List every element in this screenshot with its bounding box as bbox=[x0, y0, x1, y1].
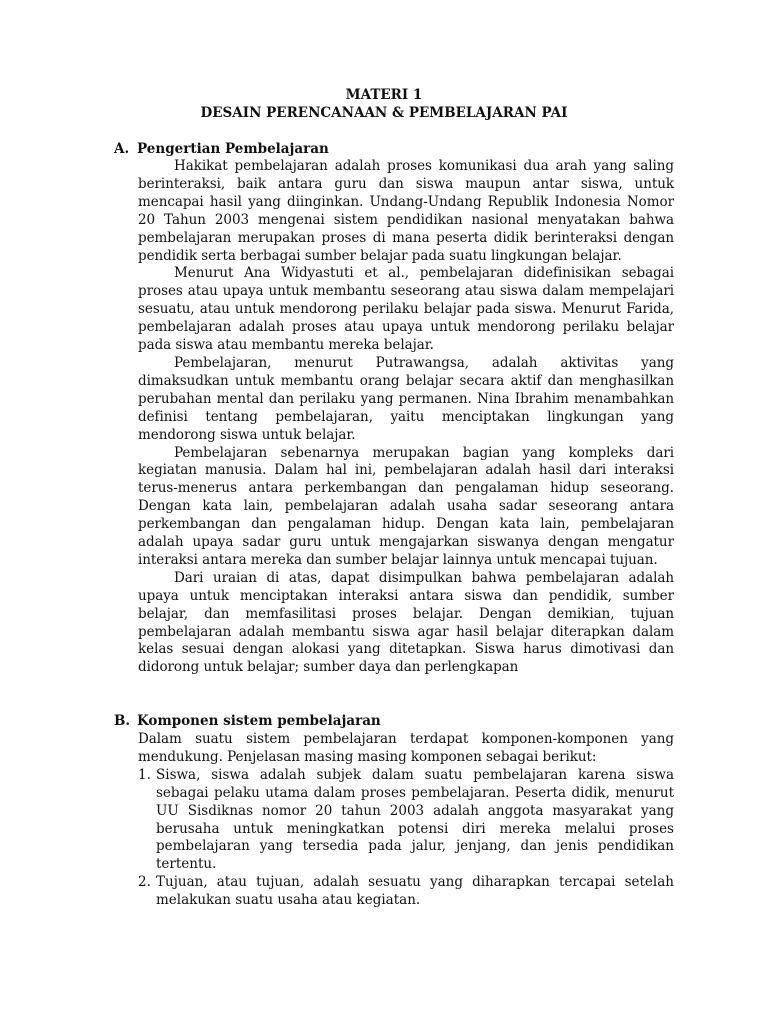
component-list bbox=[138, 767, 674, 910]
section-b-intro: Dalam suatu sistem pembelajaran terdapat komponen-komponen yang mendukung. Penjelasan masing masing komponen sebagai berikut: bbox=[138, 731, 674, 765]
section-b-body bbox=[138, 731, 674, 910]
list-item-number: 2. bbox=[138, 874, 151, 891]
paragraph: Pembelajaran sebenarnya merupakan bagian yang kompleks dari kegiatan manusia. Dalam hal ini, pembelajaran adalah hasil dari interaksi terus-menerus antara perkembangan dan pengalaman hidup seseorang. Dengan kata lain, pembelajaran adalah usaha sadar seseorang antara perkembangan dan pengalaman hidup. Dengan kata lain, pembelajaran adalah upaya sadar guru untuk mengajarkan siswanya dengan mengatur interaksi antara mereka dan sumber belajar lainnya untuk mencapai tujuan. bbox=[138, 444, 674, 568]
paragraph: Hakikat pembelajaran adalah proses komunikasi dua arah yang saling berinteraksi, baik antara guru dan siswa maupun antar siswa, untuk mencapai hasil yang diinginkan. Undang-Undang Republik Indonesia Nomor 20 Tahun 2003 mengenai sistem pendidikan nasional menyatakan bahwa pembelajaran merupakan proses di mana peserta didik berinteraksi dengan pendidik serta berbagai sumber belajar pada suatu lingkungan belajar. bbox=[138, 158, 674, 264]
section-b-title: Komponen sistem pembelajaran bbox=[137, 713, 381, 729]
document-subtitle: DESAIN PERENCANAAN & PEMBELAJARAN PAI bbox=[200, 105, 568, 121]
paragraph: Menurut Ana Widyastuti et al., pembelajaran didefinisikan sebagai proses atau upaya untuk membantu seseorang atau siswa dalam mempelajari sesuatu, atau untuk mendorong perilaku belajar pada siswa. Menurut Farida, pembelajaran adalah proses atau upaya untuk mendorong perilaku belajar pada siswa atau membantu mereka belajar. bbox=[138, 265, 674, 354]
list-item-number: 1. bbox=[138, 766, 151, 783]
section-b-label: B. bbox=[114, 713, 131, 729]
section-a-heading bbox=[114, 141, 329, 158]
list-item-text: Siswa, siswa adalah subjek dalam suatu pembelajaran karena siswa sebagai pelaku utama dalam proses pembelajaran. Peserta didik, menurut UU Sisdiknas nomor 20 tahun 2003 adalah anggota masyarakat yang berusaha untuk meningkatkan potensi diri mereka melalui proses pembelajaran yang tersedia pada jalur, jenjang, dan jenis pendidikan tertentu. bbox=[156, 766, 674, 873]
document-title: MATERI 1 bbox=[345, 87, 423, 103]
section-a-label: A. bbox=[114, 141, 130, 157]
paragraph: Dari uraian di atas, dapat disimpulkan bahwa pembelajaran adalah upaya untuk menciptakan interaksi antara siswa dan pendidik, sumber belajar, dan memfasilitasi proses belajar. Dengan demikian, tujuan pembelajaran adalah membantu siswa agar hasil belajar diterapkan dalam kelas sesuai dengan alokasi yang ditetapkan. Siswa harus dimotivasi dan didorong untuk belajar; sumber daya dan perlengkapan bbox=[138, 569, 674, 676]
list-item bbox=[138, 767, 674, 874]
paragraph: Pembelajaran, menurut Putrawangsa, adalah aktivitas yang dimaksudkan untuk membantu orang belajar secara aktif dan menghasilkan perubahan mental dan perilaku yang permanen. Nina Ibrahim menambahkan definisi tentang pembelajaran, yaitu menciptakan lingkungan yang mendorong siswa untuk belajar. bbox=[138, 354, 674, 443]
list-item-text: Tujuan, atau tujuan, adalah sesuatu yang diharapkan tercapai setelah melakukan suatu usaha atau kegiatan. bbox=[156, 874, 674, 909]
section-a-title: Pengertian Pembelajaran bbox=[137, 141, 329, 157]
list-item bbox=[138, 874, 674, 910]
section-a-body bbox=[138, 158, 674, 677]
section-b-heading bbox=[114, 713, 381, 730]
